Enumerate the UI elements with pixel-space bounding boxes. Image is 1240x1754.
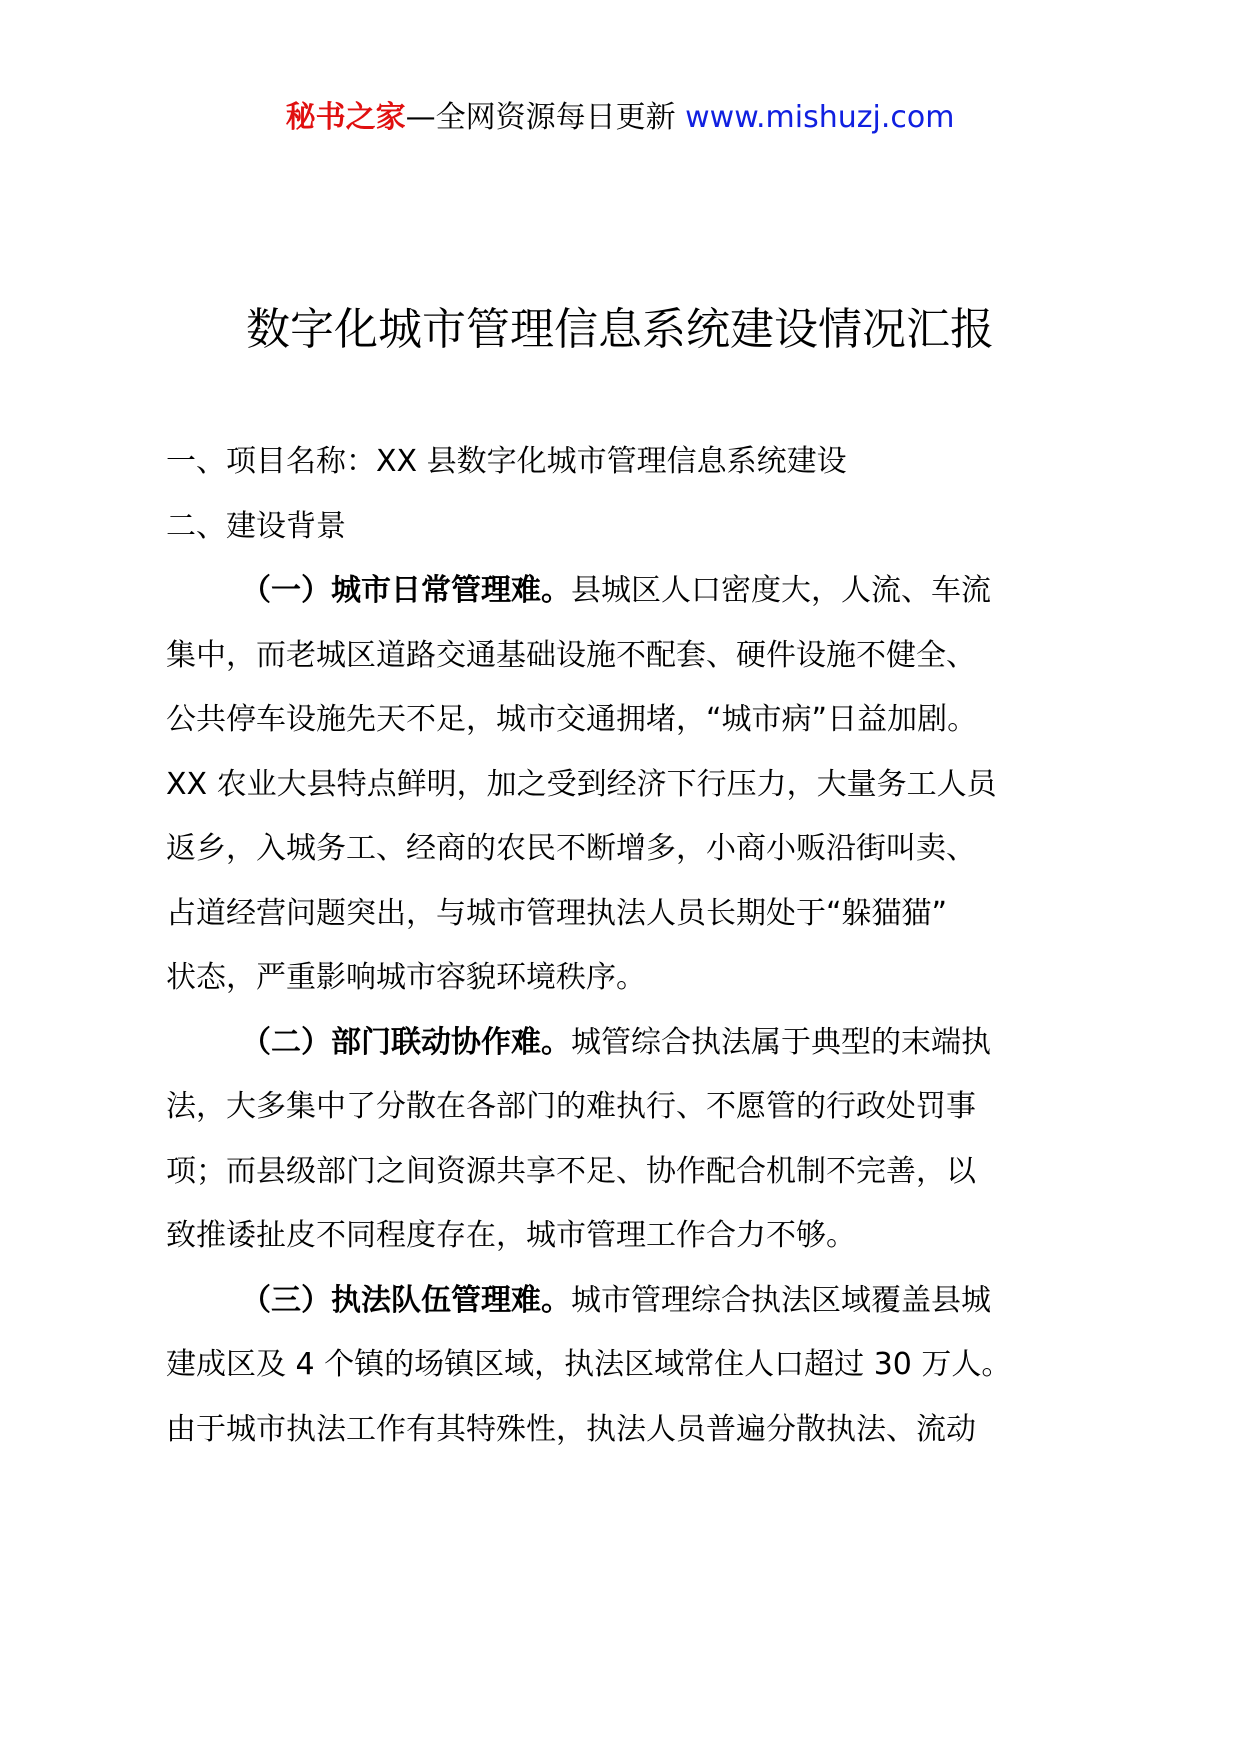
paragraph-line: 法，大多集中了分散在各部门的难执行、不愿管的行政处罚事 xyxy=(166,1089,976,1124)
paragraph-line: 集中，而老城区道路交通基础设施不配套、硬件设施不健全、 xyxy=(166,637,976,673)
header-slogan: —全网资源每日更新 xyxy=(405,100,686,135)
paragraph-line: 状态，严重影响城市容貌环境秩序。 xyxy=(166,960,646,995)
paragraph-line: 项；而县级部门之间资源共享不足、协作配合机制不完善，以 xyxy=(166,1153,976,1189)
paragraph-line xyxy=(166,559,1086,624)
paragraph-line xyxy=(166,1011,1086,1076)
paragraph-line: 占道经营问题突出，与城市管理执法人员长期处于“躲猫猫” xyxy=(166,895,948,931)
website-link[interactable]: www.mishuzj.com xyxy=(685,100,955,135)
section-heading-background: 二、建设背景 xyxy=(166,508,346,544)
paragraph-text: 城管综合执法属于典型的末端执 xyxy=(571,1024,991,1060)
brand-name: 秘书之家 xyxy=(285,100,406,135)
paragraph-text: 县城区人口密度大，人流、车流 xyxy=(571,573,991,608)
paragraph-line: 公共停车设施先天不足，城市交通拥堵，“城市病”日益加剧。 xyxy=(166,702,978,737)
paragraph-line: 返乡，入城务工、经商的农民不断增多，小商小贩沿街叫卖、 xyxy=(166,831,976,866)
paragraph-line: XX 农业大县特点鲜明，加之受到经济下行压力，大量务工人员 xyxy=(166,766,997,802)
paragraph-text: 城市管理综合执法区域覆盖县城 xyxy=(571,1282,991,1318)
site-header xyxy=(0,98,1240,138)
document-title: 数字化城市管理信息系统建设情况汇报 xyxy=(246,304,994,355)
paragraph-line: 建成区及 4 个镇的场镇区域，执法区域常住人口超过 30 万人。 xyxy=(166,1347,1012,1382)
subsection-heading-1: （一）城市日常管理难。 xyxy=(241,573,571,608)
paragraph-line: 致推诿扯皮不同程度存在，城市管理工作合力不够。 xyxy=(166,1218,856,1253)
project-name-line: 一、项目名称：XX 县数字化城市管理信息系统建设 xyxy=(166,444,847,479)
paragraph-line xyxy=(166,1269,1086,1334)
subsection-heading-3: （三）执法队伍管理难。 xyxy=(241,1282,571,1318)
paragraph-line: 由于城市执法工作有其特殊性，执法人员普遍分散执法、流动 xyxy=(166,1411,976,1447)
document-body xyxy=(166,430,1086,1462)
subsection-heading-2: （二）部门联动协作难。 xyxy=(241,1024,571,1060)
